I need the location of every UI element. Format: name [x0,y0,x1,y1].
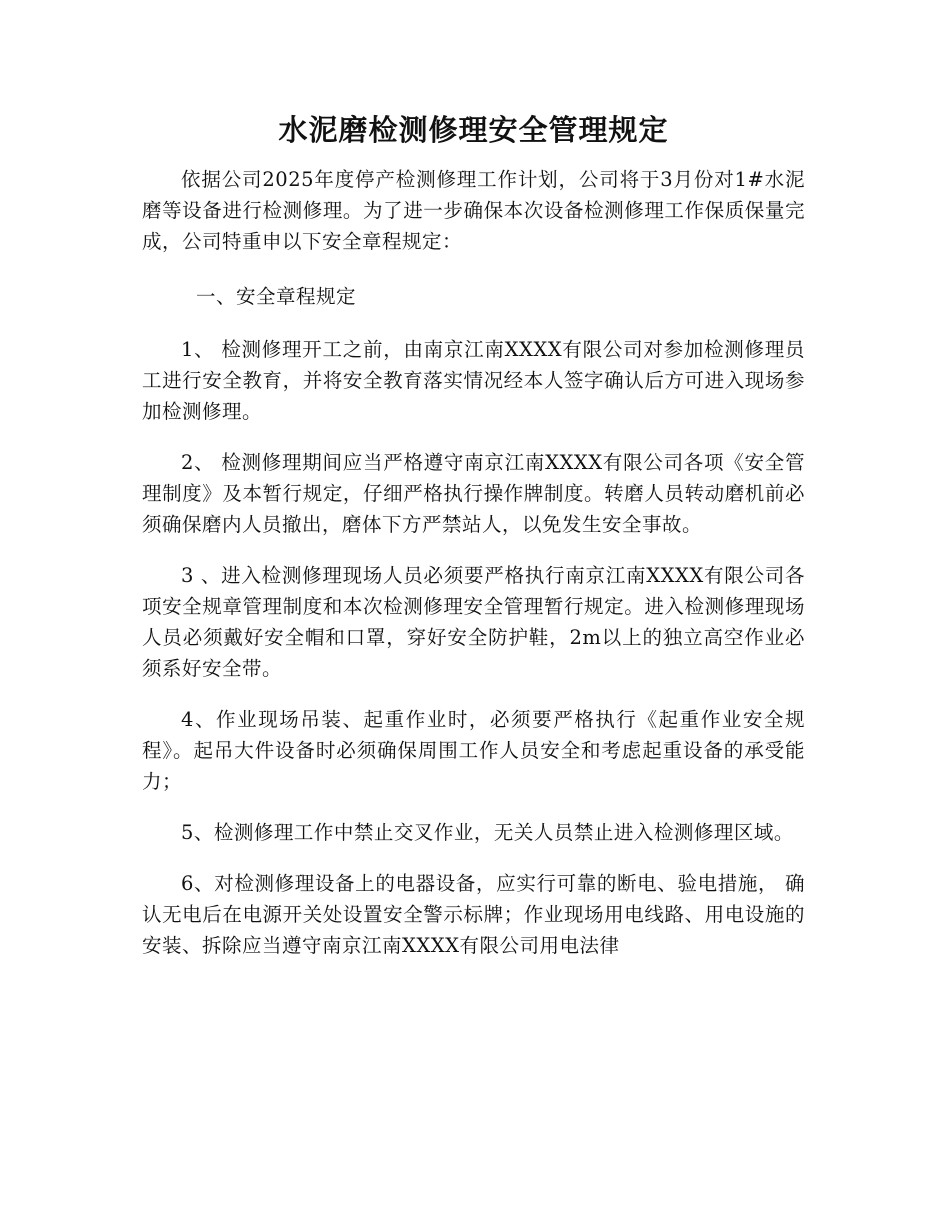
intro-paragraph: 依据公司2025年度停产检测修理工作计划，公司将于3月份对1#水泥磨等设备进行检测修理。为了进一步确保本次设备检测修理工作保质保量完成，公司特重申以下安全章程规定： [142,168,805,253]
rule-item-2: 2、 检测修理期间应当严格遵守南京江南XXXX有限公司各项《安全管理制度》及本暂行规定，仔细严格执行操作牌制度。转磨人员转动磨机前必须确保磨内人员撤出，磨体下方严禁站人，以免发生安全事故。 [142,451,805,536]
rule-item-4: 4、作业现场吊装、起重作业时，必须要严格执行《起重作业安全规程》。起吊大件设备时必须确保周围工作人员安全和考虑起重设备的承受能力； [142,708,805,793]
rule-item-1: 1、 检测修理开工之前，由南京江南XXXX有限公司对参加检测修理员工进行安全教育，并将安全教育落实情况经本人签字确认后方可进入现场参加检测修理。 [142,338,805,423]
rule-item-6: 6、对检测修理设备上的电器设备，应实行可靠的断电、验电措施， 确认无电后在电源开关处设置安全警示标牌；作业现场用电线路、用电设施的安装、拆除应当遵守南京江南XXXX有限公司用电法律 [142,872,805,957]
document-title: 水泥磨检测修理安全管理规定 [278,113,669,147]
section-heading: 一、安全章程规定 [196,285,357,308]
rule-item-3: 3 、进入检测修理现场人员必须要严格执行南京江南XXXX有限公司各项安全规章管理制度和本次检测修理安全管理暂行规定。进入检测修理现场人员必须戴好安全帽和口罩，穿好安全防护鞋，2m以上的独立高空作业必须系好安全带。 [142,564,805,680]
rule-item-5: 5、检测修理工作中禁止交叉作业，无关人员禁止进入检测修理区域。 [181,821,794,844]
